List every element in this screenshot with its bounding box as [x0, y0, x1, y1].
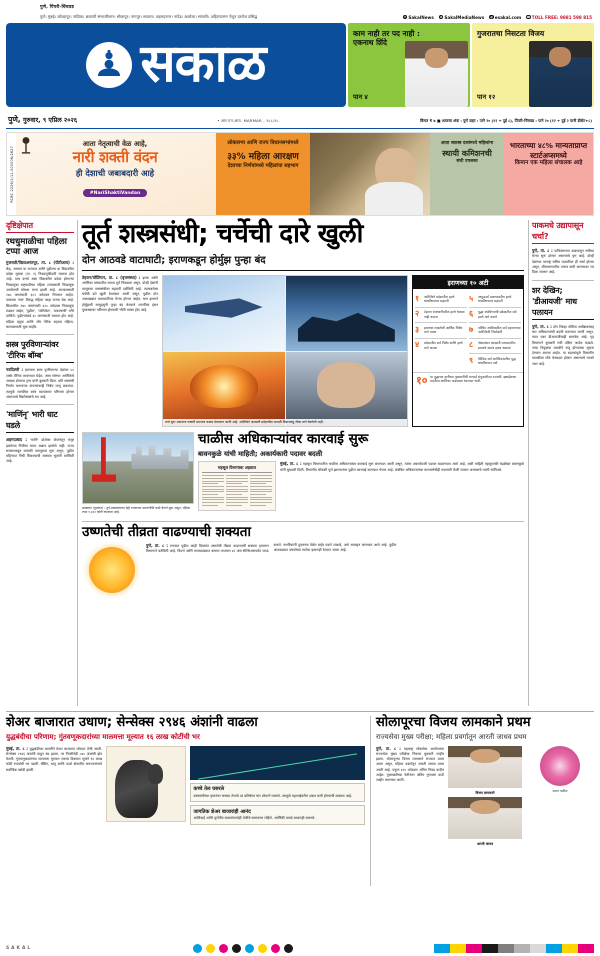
body-text: केंद्र, आसाम या राज्यात आणि पुढील्या या बिंदावरील प्रदेशा सुधारा (ता. १) निवडणुकीदारी चालता होत आहे. याच दरम्‍ये अशा बिंदावरील प्रदेशा होणाऱ्या निवडणुका राष्ट्रवादीच्या पहिला टप्प्यासाठी निवडणूक आयोगाची घोषणा मान्य झाली आहे. आजारासाठी १७५ जागांसाठी ३०२ उमेदवार रिंगणात आहेत. पाकच्या 'स्तर' विरुद्ध महिला आहा राज्या येश आहे. बिंदावरील १७० जागांसाठी ४२० उमेदवार निवडणूक लढवत आहेत, 'पुढील', 'पालिकेत', 'प्रकल्पाची' वगैरे ठरविले. पुढील्यांकडे ३० जागांसाठी चालता होत आहे. महिला दलूक आणि और नेटिक सहाय्य महिला-चालकासाठी चूक जाहीर.	[6, 266, 74, 330]
byline: नवदिल्ली :	[6, 367, 24, 373]
ad-hashtag: #NariShaktiVandan	[83, 189, 147, 197]
card-text: आशियाई आणि युरोपीय बाजारांमध्येही तेजीचे वातावरण राहिले. अमेरिकी वायदे बाजारही वधारले.	[193, 816, 316, 821]
price-info: किंमत ₹ ७ ■ आजचा अंक : पुणे शहर : पाने २० (१२ + दुई ८), पिंपरी-चिंचवड : पाने २० (१२ + दुई २ पानी डीसेट+८)	[419, 118, 592, 123]
body-text: महसूल विभागातील चाळीस अधिकाऱ्यांवर कारवाई सुरू करण्यात आली असून, त्यांना अकार्यकारी पदावर बदलण्यात आले आहे, अशी माहिती महसूलमंत्री चंद्रशेखर बावनकुळे यांनी बुधवारी दिली. विभागीय चौकशी पूर्ण झाल्यानंतर पुढील कारवाई करण्यात येणार आहे. संबंधित अधिकाऱ्यांच्या मालमत्तेचीही तपासणी केली जाणार असल्याचे त्यांनी सांगितले.	[280, 462, 524, 472]
bull-statue-photo	[106, 746, 186, 822]
conditions-column-right	[469, 292, 521, 369]
topper-name: विजय लामकाने	[475, 790, 495, 795]
tollfree-label: TOLL FREE: 9881 598 815	[531, 14, 592, 20]
promo-title: काम नाही तर पद नाही : एकनाथ शिंदे	[353, 29, 420, 48]
byline: पुणे, ता. ८ :	[146, 542, 169, 548]
byline: पुणे, ता. ८ :	[532, 323, 552, 329]
byline: मुंबई, ता. ८ :	[280, 461, 302, 467]
x-twitter-label: SakalMediaNews	[444, 14, 485, 20]
body-text: 'माणि' प्रोजेक्ट योजनेतून मंजूर झालेल्या निधीचा वाटप अद्याप झालेले नाही. राज्य सरकारकडून यासाठी पाठपुरावा सुरू असून, पुढील महिन्यात निधी मिळण्याची शक्यता सूत्रांनी वर्तविली आहे.	[6, 438, 74, 464]
condition-item	[413, 372, 523, 388]
condition-text: अमेरिकेने प्रदेशातील हल्ले थांबविण्यावर सहमती	[424, 294, 455, 304]
byline: अहमदाबाद :	[6, 437, 28, 443]
ad-panel-reservation	[216, 133, 310, 215]
left-story-2-headline[interactable]: शस्त्र पुरविणाऱ्यांवर 'टीरिफ बॉम्ब'	[6, 339, 74, 363]
photo-caption: चर्चा सुरू असताना लष्करी सज्जता कायम ठेवण्यात आली आहे. अमेरिकेने आखाती प्रदेशातील आपली विमानवाहू नौका मागे घेतलेली नाही.	[163, 419, 407, 426]
lead-headline[interactable]: तूर्त शस्त्रसंधी; चर्चेची दारे खुली	[82, 219, 363, 249]
conditions-column-left	[415, 292, 467, 369]
condition-item	[415, 339, 467, 354]
left-story-1-headline[interactable]: रथधुमाळीचा पहिला टप्पा आज	[6, 237, 67, 258]
left-story-3-headline[interactable]: 'माणिंनृ' भारी धाट घडले	[6, 409, 74, 433]
footer-color-bar	[6, 944, 594, 953]
footer-label: SAKAL	[6, 946, 33, 951]
condition-text: इराणवर लादलेली आर्थिक निर्बंध मागे घ्यावा	[424, 325, 463, 335]
condition-text: पश्चिम आशियातील सर्व सहभागाचा अमेरिकेची जिम्मेदारी	[478, 325, 521, 335]
body-text: इराण आणि अमेरिका यांच्यातील तणाव तूर्त निवळला असून, दोन्ही देशांनी तात्पुरत्या शस्त्रसंधीवर सहमती दर्शविली आहे. त्याचबरोबर चर्चेची दारे खुली ठेवण्यात आली असून, पुढील दोन आठवड्यांत वाटाघाटींच्या फेऱ्या होणार आहेत. मात्र इराणने होर्मुझची सामुद्रधुनी पुन्हा बंद केल्याने जागतिक इंधन पुरवठ्यावर परिणाम होण्याची भीती व्यक्त होत आहे.	[82, 276, 158, 312]
panel-top-text: लोकसभा आणि राज्य विधानसभांमध्ये	[227, 140, 299, 146]
lead-story-text	[82, 275, 158, 427]
social-links[interactable]	[403, 15, 592, 20]
topper-photo	[448, 797, 522, 839]
promo-card-politics[interactable]	[348, 23, 470, 107]
document-lines	[202, 475, 272, 507]
left-story-2-body	[6, 367, 74, 400]
byline: गुजराती/विश्वअनंतपूर, ता. ८ (पीटीआय) :	[6, 260, 74, 266]
registration-bars	[434, 944, 594, 953]
edition-tag: पुणे, पिंपरी-चिंचवड	[40, 5, 74, 10]
phone-icon: ☎	[526, 14, 531, 19]
photo-caption: मावळात (गुजरात) : दुर्ग-मावळातल्या मेट्रो टप्प्याच्या उभारणीची कामे वेगाने सुरू असून, पहिला टप्पा १,३६२ कोटी रुपयांचा आहे.	[82, 505, 191, 514]
condition-text: युद्धा संपविण्याची प्रदेशातील सर्व हल्ले मागे करावे	[478, 310, 517, 319]
divider	[6, 404, 74, 405]
publication-date	[8, 115, 77, 125]
condition-text: या युद्धाच्या हानीच्या नुकसानीची भरपाई संयुक्तरीत्या ठरवावी. इस्राईलच्या मदतीला अमेरिका जबाबदार धरण्यात यावी.	[430, 374, 517, 384]
condition-item	[469, 354, 521, 369]
body-text: राज्यात पुढील काही दिवसांत उष्णतेची तीव्रता वाढण्याची शक्यता हवामान विभागाने वर्तविली आहे. विदर्भ आणि मराठवाड्यात कमाल तापमान ४२ अंश सेल्सिअसपर्यंत जाऊ शकते. नागरिकांनी दुपारच्या वेळेत बाहेर पडणे टाळावे, असे आवाहन करण्यात आले आहे. पुढील आठवड्यात उष्णतेच्या लाटेचा इशाराही देण्यात आला आहे.	[146, 542, 397, 554]
fighter-jet-photo	[163, 276, 285, 351]
body-text: युद्धबंदीच्या बातमीने शेअर बाजारात जोरदार तेजी आली. सेन्सेक्स २९४६ अंशांनी वाढून बंद झाला, तर निफ्टीनेही ८७० अंशांची झेप घेतली. गुंतवणूकदारांच्या मालमत्ता मूल्यात एकाच दिवसात सुमारे १६ लाख कोटी रुपयांची भर पडली. बँकिंग, धातू आणि ऊर्जा क्षेत्रातील समभागांमध्ये सर्वाधिक खरेदी झाली.	[6, 746, 102, 772]
exam-result-headline[interactable]: सोलापूरचा विजय लामकाने प्रथम	[376, 715, 531, 730]
editions-line: पुणे। मुंबई। कोल्हापूर। नाशिक। छत्रपती संभाजीनगर। सोलापूर। नागपूर। सातारा। अहमदनगर। नांदेड। अकोला। सांगली। अहिल्यानगर येथून दररोज प्रसिद्ध	[40, 14, 258, 19]
body-text: पाकिस्तानात उद्यापासून चर्चेच्या फेऱ्या सुरू होणार असल्याचे वृत्त आहे. दोन्ही देशांच्या परराष्ट्र सचिव पातळीवर ही चर्चा होणार असून, सीमाभागातील तणाव कमी करण्यावर भर दिला जाणार आहे.	[532, 249, 594, 275]
x-twitter-icon: X	[439, 14, 443, 19]
leaders-photo	[286, 352, 408, 427]
ad-reference-code: RCBC 2226/1/11-000006/2627	[7, 133, 16, 215]
condition-number: ७	[469, 324, 474, 334]
promo-page-ref: पान ४	[353, 93, 368, 101]
bottom-section	[6, 711, 594, 886]
right-sidebar-column	[528, 220, 594, 706]
card-text: शस्त्रसंधीच्या वृत्तानंतर कच्च्या तेलाचे दर प्रतिबॅरल चार डॉलरने घसरले. त्यामुळे महागाईवरील दबाव कमी होण्याची शक्यता आहे.	[193, 793, 353, 798]
condition-item	[415, 308, 467, 324]
tollfree-link[interactable]	[526, 15, 592, 20]
lead-subhead: दोन आठवडे वाटाघाटी; इराणकडून होर्मुझ पुन्हा बंद	[82, 255, 266, 267]
skyline-graphic	[131, 440, 188, 469]
panel-bottom-text: संधी उपलब्ध	[456, 159, 478, 165]
condition-number: ४	[415, 340, 420, 350]
pm-modi-with-women-photo	[310, 133, 430, 215]
report-document-image	[198, 461, 276, 511]
left-story-1-body	[6, 260, 74, 330]
lead-story-row	[82, 275, 524, 427]
registration-dots	[56, 944, 430, 953]
ad-line-2: नारी शक्ती वंदन	[72, 148, 158, 166]
panel-top-text: आता सशस्त्र दलांमध्ये महिलांना	[440, 141, 494, 146]
metro-construction-photo	[82, 432, 194, 504]
topper-photo	[448, 746, 522, 788]
lead-photo-collage	[162, 275, 408, 427]
rni-info: • आर.एन.आय. MARMAR - ९८८/९८.	[217, 118, 280, 123]
right-story-1-body	[532, 248, 594, 276]
divider	[82, 270, 524, 271]
oil-price-card	[190, 783, 365, 803]
masthead-brand[interactable]	[6, 23, 346, 107]
masthead	[6, 23, 594, 107]
condition-text: अणुऊर्जा प्रकल्पावरील हल्ले थांबविण्यावर सहमती	[478, 294, 512, 304]
promo-card-sports[interactable]	[472, 23, 594, 107]
condition-item	[469, 323, 521, 339]
condition-number: ६	[469, 309, 474, 319]
main-content	[6, 220, 594, 706]
condition-item	[415, 292, 467, 308]
ashoka-emblem-icon	[19, 135, 33, 157]
document-title: महसूल विभागाचा अहवाल	[202, 465, 272, 473]
website-label: esakal.com	[494, 14, 522, 20]
condition-text: प्रदेशातील सर्व निर्बंध आणि हल्ले मागे करावा	[424, 341, 463, 350]
market-body	[6, 746, 102, 826]
exam-result-body	[376, 746, 444, 846]
facebook-link[interactable]	[403, 15, 434, 20]
panel-big-text: ३३% महिला आरक्षण	[227, 151, 299, 162]
bottom-left-story	[6, 716, 371, 886]
mid-story-2	[82, 521, 524, 593]
panel-small-text: किमान एक महिला संचालक आहे	[514, 160, 583, 167]
mid-story-1-body	[280, 461, 524, 511]
sensex-rally-chart	[190, 746, 365, 780]
right-kicker: पाकमधे उद्यापासून चर्चा?	[532, 220, 594, 244]
sakal-emblem-icon	[86, 42, 132, 88]
top-info-row	[6, 10, 594, 23]
bull-graphic	[115, 760, 159, 818]
market-headline[interactable]: शेअर बाजारात उधाण; सेन्सेक्स २९४६ अंशांनी वाढला	[6, 715, 258, 730]
byline: पुणे, ता. ८ :	[532, 248, 553, 253]
condition-number: ९	[469, 355, 474, 365]
chart-trend-line	[198, 753, 357, 779]
exam-result-subhead: राज्यसेवा मुख्य परीक्षा; महिला प्रवर्गातून आरती जाधव प्रथम	[376, 732, 527, 741]
facebook-icon: f	[404, 14, 406, 19]
condition-number: १०	[416, 373, 428, 387]
crane-graphic	[92, 437, 116, 489]
explosion-photo	[163, 352, 285, 427]
topper-name: आरती जाधव	[476, 841, 494, 846]
globe-icon: @	[490, 14, 494, 19]
promo-title: गुजरातचा निसटता विजय	[477, 29, 545, 38]
byline: तेहरान/वॉशिंग्टन, ता. ८ (वृत्तसंस्था) :	[82, 275, 141, 281]
card-title: कच्चे तेल घसरले	[193, 786, 225, 793]
ad-panel-armed-forces	[430, 133, 504, 215]
ad-panel-nari-shakti	[16, 133, 216, 215]
iran-conditions-box	[412, 275, 524, 427]
divider	[6, 334, 74, 335]
center-column	[82, 220, 524, 706]
conditions-title: इराणच्या १० अटी	[413, 276, 523, 289]
x-twitter-link[interactable]	[439, 15, 484, 20]
byline: मुंबई, ता. ८ :	[6, 745, 28, 751]
mid-story-1-headline[interactable]: चाळीस अधिकाऱ्यांवर कारवाई सुरू	[198, 431, 369, 448]
mid-story-2-headline[interactable]: उष्णतेची तीव्रता वाढण्याची शक्यता	[82, 523, 251, 540]
right-story-2-body	[532, 324, 594, 368]
ad-panel-startups	[504, 133, 593, 215]
left-sidebar-column	[6, 220, 78, 706]
rangoli-graphic-icon	[540, 746, 580, 786]
date-bar	[6, 110, 594, 129]
body-text: महाराष्ट्र लोकसेवा आयोगाच्या राज्यसेवा मुख्य परीक्षेचा निकाल बुधवारी जाहीर झाला. सोलापूरचा विजय लामकाने राज्यात प्रथम आला असून, महिला प्रवर्गातून आरती जाधव प्रथम आली आहे. एकूण ४२० उमेदवार अंतिम निवड यादीत आहेत. मुलाखतीच्या फेरीनंतर अंतिम गुणवत्ता यादी जाहीर करण्यात आली.	[376, 746, 444, 783]
night-skyline-photo	[286, 276, 408, 351]
market-subhead: युद्धबंदीचा परिणाम; गुंतवणूकदारांच्या मालमत्ता मूल्यात १६ लाख कोटींची भर	[6, 732, 200, 741]
ad-line-1: आता नेतृत्वाची वेळ आहे,	[82, 140, 148, 148]
panel-big-text: भारताच्या ४८% मान्यताप्राप्त स्टार्टअप्समध्ये	[509, 141, 588, 160]
body-text: इराणला शस्त्र पुरविणाऱ्या देशांवर ५० टक्के टीरिफ लावण्यात येईल, असा गोष्टपर अमेरिकेचे अध्यक्ष डोनाल्ड ट्रम्प यांनी बुधवारी दिला. प्रति शस्त्रांची निर्यात करणाऱ्या कंपन्यांवरही निर्बंध लागू शकतात. त्‍यामुळे जागतिक शस्त्र व्यापारावर परिणाम होणार असल्याचे विश्‍लेषकांचे मत आहे.	[6, 368, 74, 399]
condition-number: ३	[415, 324, 420, 334]
condition-number: २	[415, 309, 420, 319]
date-city: पुणे,	[8, 115, 21, 124]
panel-bottom-text: देशाच्या निर्णयांमध्ये महिलांचा सहभाग	[227, 162, 299, 169]
mid-story-2-body	[146, 543, 524, 593]
sun-graphic-icon	[89, 547, 135, 593]
left-kicker: दृष्टिक्षेपात	[6, 220, 74, 233]
date-value: गुरुवार, ९ एप्रिल २०२६	[22, 116, 78, 124]
body-text: दोन जिल्हा पोलिस अधीक्षकांसह चार अधिकाऱ्यांची बदली करण्यात आली असून, त्यात एका डीआयजींचाही समावेश आहे. गृह विभागाने बुधवारी रात्री उशिरा आदेश काढले. नव्या नियुक्त्या तातडीने रुजू होण्याच्या सूचना देण्यात आल्या आहेत. या बदल्यांमुळे विभागीय पातळीवर मोठे फेरबदल होणार असल्याचे मानले जात आहे.	[532, 324, 594, 366]
condition-item	[469, 292, 521, 308]
ad-line-3: ही देशाची जबाबदारी आहे	[75, 167, 155, 178]
condition-item	[469, 308, 521, 324]
website-link[interactable]	[489, 15, 521, 20]
divider	[532, 280, 594, 281]
promo-page-ref: पान १२	[477, 93, 496, 101]
condition-text: तेहरान राजधानीवरील हल्ले थांबवा नाही करावा	[424, 310, 465, 319]
condition-item	[469, 339, 521, 355]
government-ad-strip[interactable]	[6, 132, 594, 216]
mid-story-1-subhead: बावनकुळे यांची माहिती; अकार्यकारी पदावर बदली	[198, 450, 323, 459]
facebook-label: SakalNews	[408, 14, 434, 20]
card-title: जागतिक शेअर बाजारांही आनंद	[193, 808, 251, 815]
masthead-title: सकाळ	[140, 34, 266, 95]
condition-number: ८	[469, 340, 474, 350]
condition-item	[415, 323, 467, 339]
condition-number: ५	[469, 293, 474, 303]
byline: पुणे, ता. ८ :	[376, 745, 401, 751]
condition-text: नौकाबंधन आखाती व्यापारातील इराणचे स्वतंत्र हक्क असावा	[478, 341, 516, 350]
topper-rank-note: सागर पाटील	[552, 788, 568, 793]
mid-story-1	[82, 432, 524, 516]
bottom-right-story	[376, 716, 594, 886]
right-story-2-headline[interactable]: शर देखिन; 'डीआयजी' माध पलायन	[532, 285, 594, 320]
left-story-3-body	[6, 437, 74, 465]
global-markets-card	[190, 805, 365, 825]
condition-text: वैश्विक सर्व आण्विकांवरील युद्ध थांबविण्यात यावे	[478, 356, 516, 366]
condition-number: १	[415, 293, 420, 303]
panel-big-text: स्थायी कमिशनची	[442, 148, 492, 158]
